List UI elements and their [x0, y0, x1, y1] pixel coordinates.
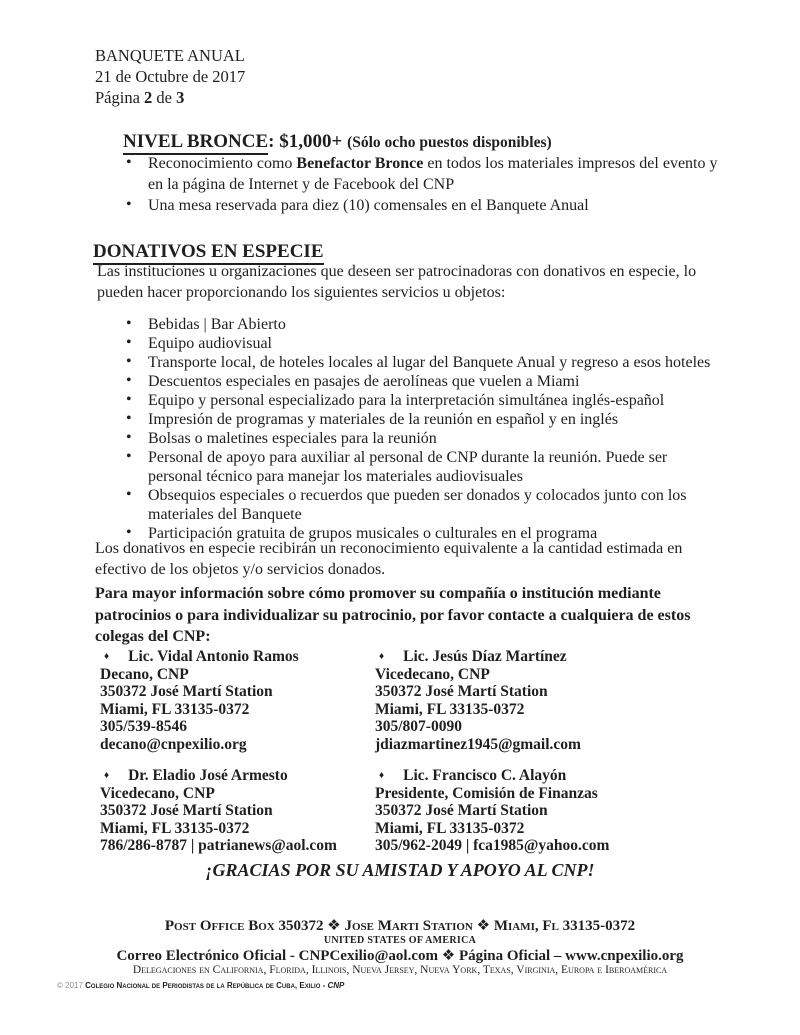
footer-address-line: Post Office Box 350372 ❖ Jose Marti Station ❖ Miami, Fl 33135-0372	[164, 918, 636, 934]
contact-name: Lic. Francisco C. Alayón	[403, 767, 567, 784]
contact-phone-email: 786/286-8787 | patrianews@aol.com	[100, 837, 337, 854]
bullet-icon: •	[126, 372, 132, 389]
copyright-year: © 2017	[57, 981, 86, 990]
contact-name: Lic. Vidal Antonio Ramos	[128, 648, 299, 665]
page-total: 3	[176, 88, 185, 107]
official-email: Correo Electrónico Oficial - CNPCexilio@aol.com	[116, 948, 438, 964]
contacts-grid	[100, 648, 609, 855]
diamond-separator-icon: ❖	[472, 918, 494, 934]
bullet-icon: •	[126, 391, 132, 408]
page-current: 2	[144, 88, 153, 107]
list-item: • Descuentos especiales en pasajes de aerolíneas que vuelen a Miami	[126, 372, 580, 390]
contact-title: Vicedecano, CNP	[100, 784, 215, 802]
contact-city: Miami, FL 33135-0372	[375, 700, 525, 718]
contact-name: Dr. Eladio José Armesto	[128, 767, 288, 784]
copyright-org: Colegio Nacional de Periodistas de la República de Cuba, Exilio -	[85, 981, 328, 990]
diamond-bullet-icon: ♦	[379, 770, 385, 781]
doc-date: 21 de Octubre de 2017	[95, 67, 246, 86]
donations-heading: DONATIVOS EN ESPECIE	[93, 241, 324, 263]
page-indicator: Página 2 de 3	[95, 88, 185, 107]
contact-title: Vicedecano, CNP	[375, 665, 490, 683]
bullet-icon: •	[126, 429, 132, 446]
diamond-separator-icon: ❖	[323, 918, 345, 934]
contact-address: 350372 José Martí Station	[375, 802, 548, 819]
contact-title: Presidente, Comisión de Finanzas	[375, 784, 598, 802]
document-header	[95, 45, 245, 108]
list-item: • Transporte local, de hoteles locales al lugar del Banquete Anual y regreso a esos hoteles	[126, 353, 711, 371]
contact-email: decano@cnpexilio.org	[100, 735, 247, 753]
list-item: • Obsequios especiales o recuerdos que pueden ser donados y colocados junto con los materiales del Banquete	[126, 486, 687, 523]
contact-card	[100, 767, 375, 855]
contact-address: 350372 José Martí Station	[100, 683, 273, 700]
doc-title: BANQUETE ANUAL	[95, 46, 245, 65]
bullet-icon: •	[126, 524, 132, 541]
benefactor-bronce-highlight: Benefactor Bronce	[296, 155, 424, 172]
contact-city: Miami, FL 33135-0372	[100, 819, 250, 837]
copyright-line	[57, 981, 777, 990]
bullet-icon: •	[126, 334, 132, 351]
bullet-icon: •	[126, 353, 132, 370]
list-item: • Participación gratuita de grupos musicales o culturales en el programa	[126, 524, 598, 542]
official-website: Página Oficial – www.cnpexilio.org	[458, 948, 684, 964]
list-item: • Bolsas o maletines especiales para la reunión	[126, 429, 437, 447]
bullet-icon: •	[126, 315, 132, 332]
contact-address: 350372 José Martí Station	[100, 802, 273, 819]
bullet-icon: •	[126, 410, 132, 427]
contact-card	[100, 648, 375, 753]
list-item: • Bebidas | Bar Abierto	[126, 315, 286, 333]
bullet-icon: •	[126, 154, 132, 171]
contact-address: 350372 José Martí Station	[375, 683, 548, 700]
bullet-icon: •	[126, 486, 132, 503]
contact-card	[375, 767, 609, 855]
bullet-icon: •	[126, 196, 132, 213]
footer-email-line	[0, 946, 800, 965]
contact-city: Miami, FL 33135-0372	[375, 819, 525, 837]
bronze-availability-note: (Sólo ocho puestos disponibles)	[347, 133, 552, 151]
bronze-level-heading: NIVEL BRONCE: $1,000+ (Sólo ocho puestos disponibles)	[123, 131, 552, 153]
donations-outro: Los donativos en especie recibirán un reconocimiento equivalente a la cantidad estimada en efectivo de los objetos y/o servicios donados.	[95, 540, 683, 578]
bronze-heading-text: NIVEL BRONCE	[123, 131, 268, 155]
contact-phone: 305/807-0090	[375, 718, 462, 735]
donations-intro: Las instituciones u organizaciones que deseen ser patrocinadoras con donativos en especie, lo pueden hacer proporcionando los siguientes servicios u objetos:	[97, 263, 697, 301]
list-item: • Personal de apoyo para auxiliar al personal de CNP durante la reunión. Puede ser personal técnico para manejar los materiales audiovisuales	[126, 448, 668, 485]
diamond-bullet-icon: ♦	[104, 651, 110, 662]
bullet-icon: •	[126, 448, 132, 465]
bronze-price: $1,000+	[279, 130, 343, 152]
contact-email: jdiazmartinez1945@gmail.com	[375, 735, 581, 753]
bronze-benefits-list	[95, 153, 718, 216]
footer-country-line: UNITED STATES OF AMERICA	[323, 935, 477, 946]
list-item: • Una mesa reservada para diez (10) comensales en el Banquete Anual	[126, 196, 589, 214]
contact-card	[375, 648, 609, 753]
diamond-bullet-icon: ♦	[379, 651, 385, 662]
contact-phone-email: 305/962-2049 | fca1985@yahoo.com	[375, 837, 610, 854]
list-item: • Impresión de programas y materiales de la reunión en español y en inglés	[126, 410, 619, 428]
list-item: • Equipo audiovisual	[126, 334, 272, 352]
contact-name: Lic. Jesús Díaz Martínez	[403, 648, 567, 665]
contact-title: Decano, CNP	[100, 665, 189, 683]
list-item: • Reconocimiento como Benefactor Bronce en todos los materiales impresos del evento y en la página de Internet y de Facebook del CNP	[126, 154, 718, 193]
closing-message: ¡GRACIAS POR SU AMISTAD Y APOYO AL CNP!	[205, 860, 595, 880]
copyright-org-abbr: CNP	[327, 981, 345, 990]
contact-intro: Para mayor información sobre cómo promover su compañía o institución mediante patrocinios o para individualizar su patrocinio, por favor contacte a cualquiera de estos colegas del CNP:	[95, 585, 691, 645]
list-item: • Equipo y personal especializado para la interpretación simultánea inglés-español	[126, 391, 665, 409]
diamond-bullet-icon: ♦	[104, 770, 110, 781]
contact-phone: 305/539-8546	[100, 718, 187, 735]
donations-list	[95, 315, 710, 543]
diamond-separator-icon: ❖	[437, 948, 459, 964]
contact-city: Miami, FL 33135-0372	[100, 700, 250, 718]
footer-delegations-line: Delegaciones en California, Florida, Illinois, Nueva Jersey, Nueva York, Texas, Virginia, Europa e Iberoamérica	[132, 964, 668, 976]
